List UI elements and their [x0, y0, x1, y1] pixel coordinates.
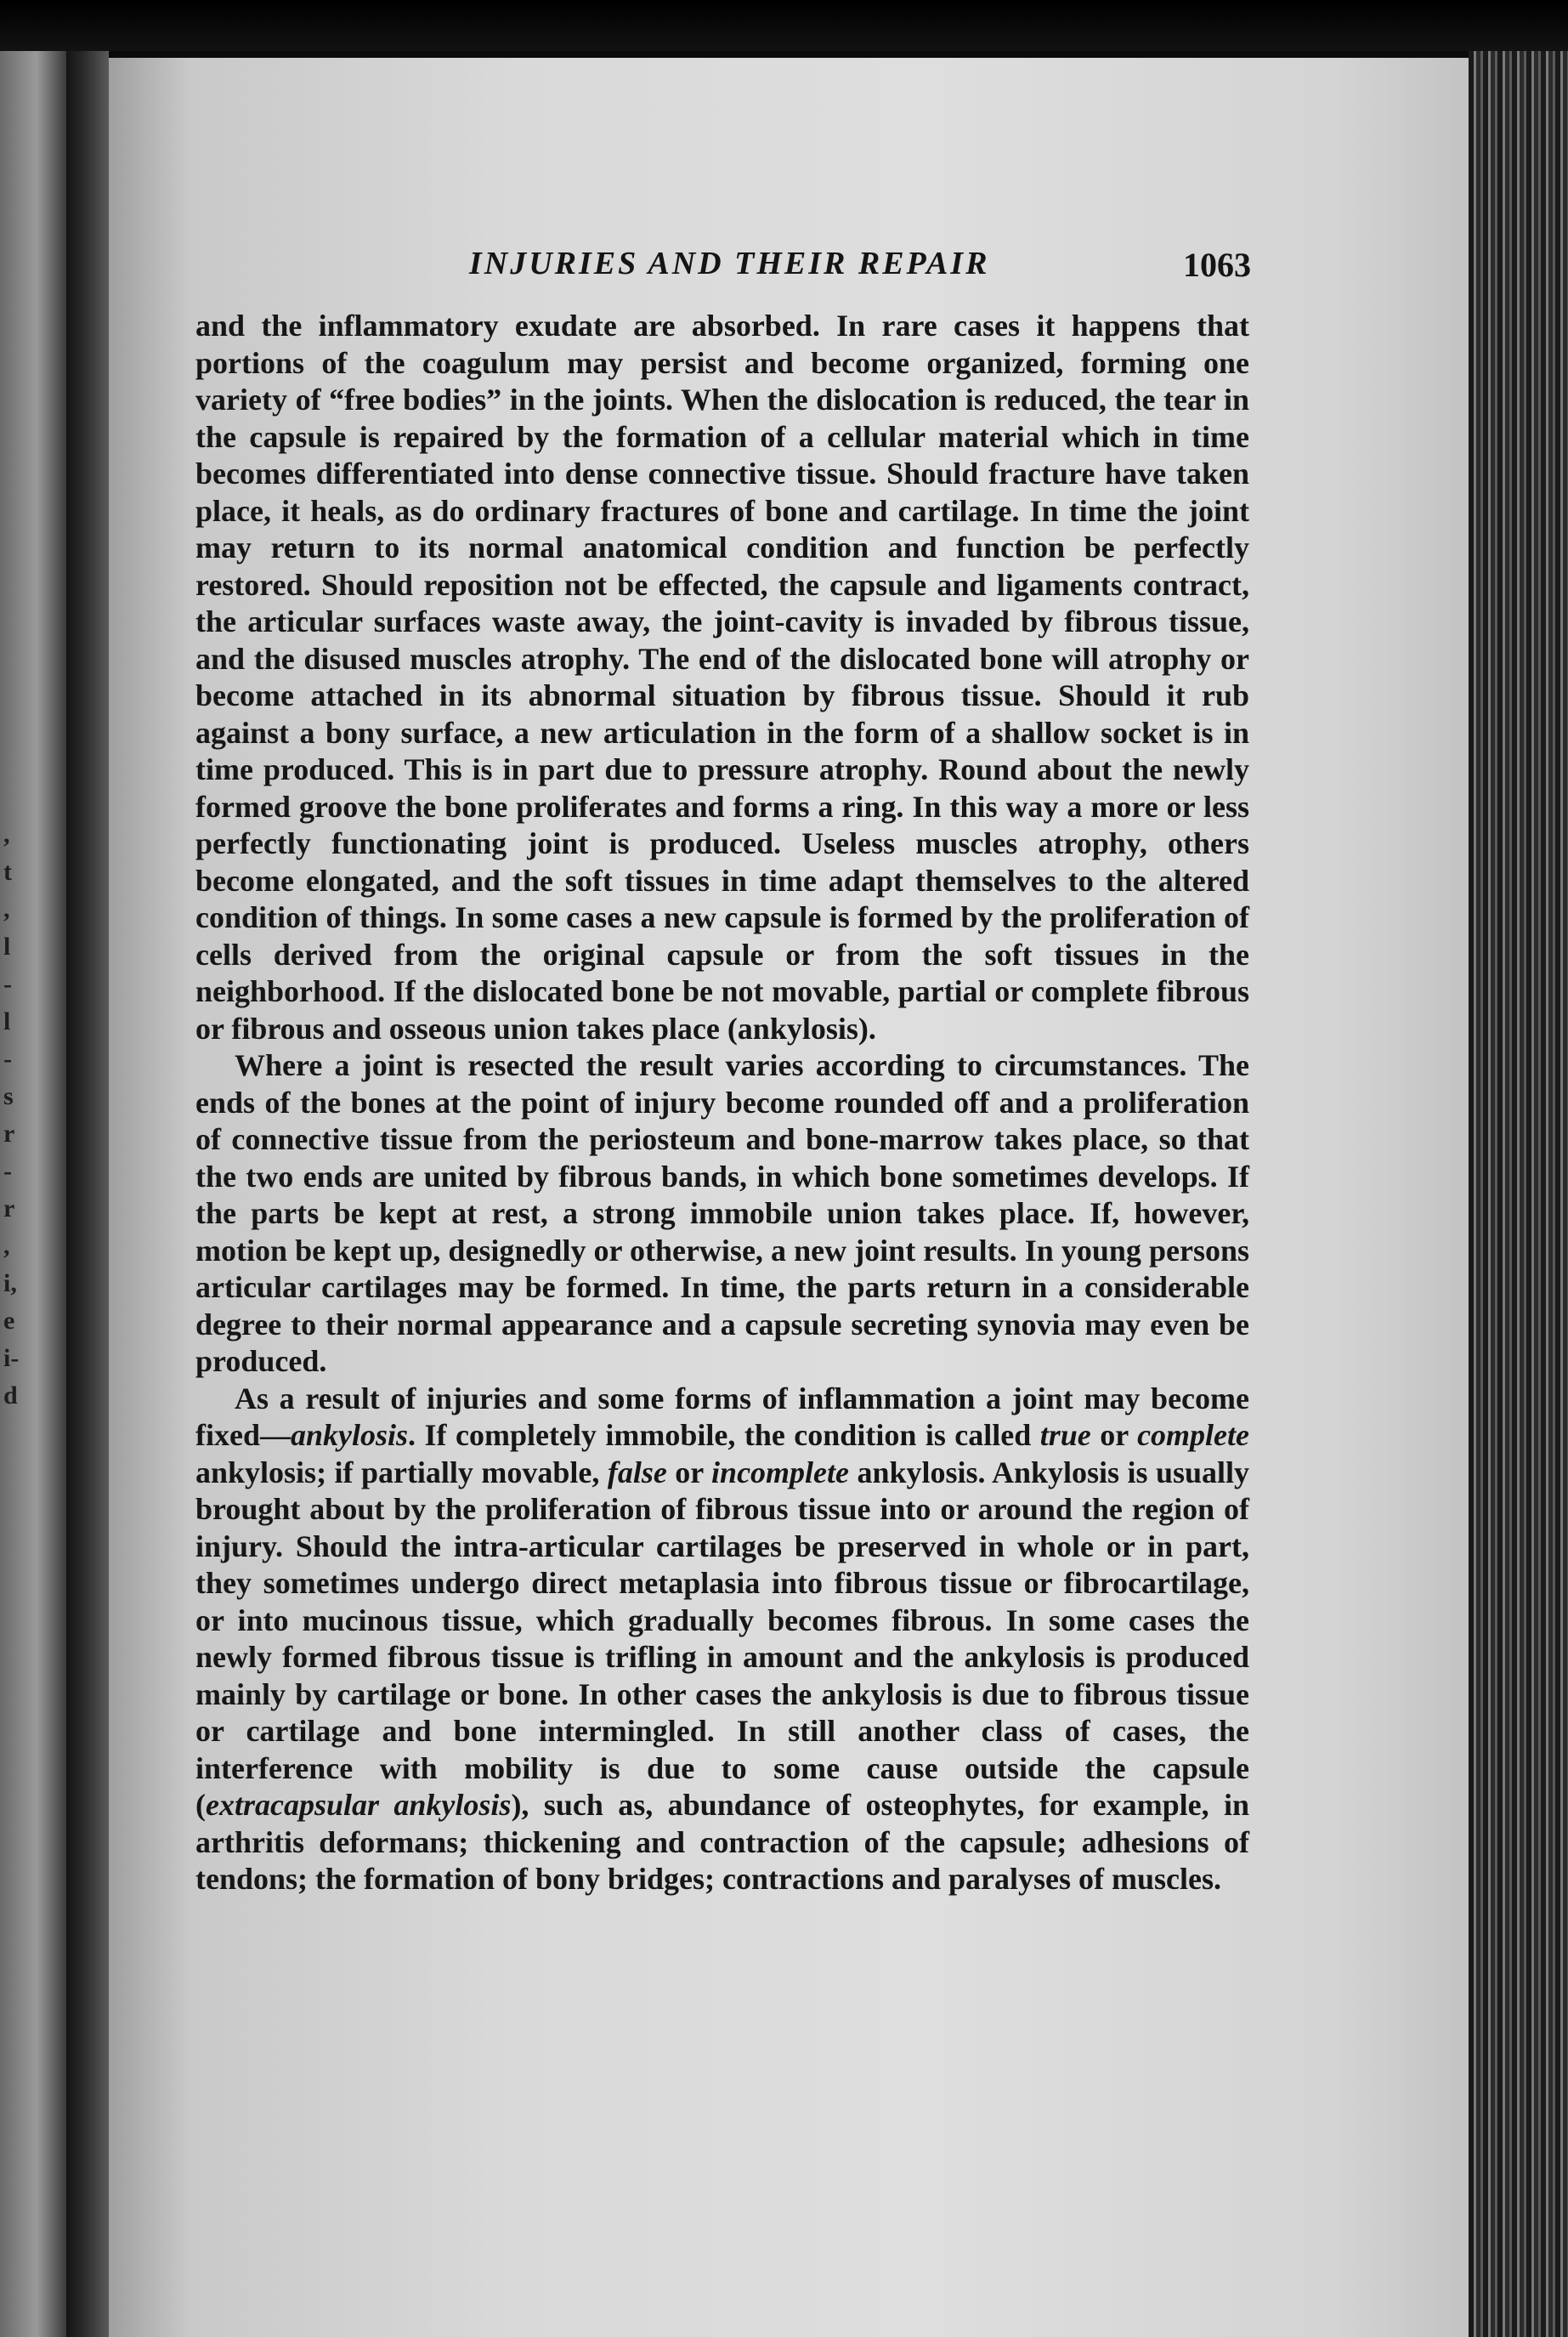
- fragment: -: [3, 970, 12, 998]
- body-text: [195, 308, 1249, 1898]
- fragment: t: [3, 858, 12, 886]
- scanner-top-band: [0, 0, 1568, 51]
- italic-term: extracapsular ankylosis: [206, 1788, 512, 1822]
- fragment: e: [3, 1307, 15, 1335]
- running-head: [197, 245, 1251, 287]
- italic-term: ankylosis: [291, 1418, 409, 1452]
- fragment: ,: [3, 1232, 10, 1260]
- running-title: INJURIES AND THEIR REPAIR: [469, 246, 990, 281]
- fragment: -: [3, 1045, 12, 1073]
- paragraph-2: Where a joint is resected the result varies according to circumstances. The ends of the bones at the point of injury become rounded off and a proliferation of connective tissue from the periosteum and bone-marrow takes place, so that the two ends are united by fibrous bands, in which bone sometimes develops. If the parts be kept at rest, a strong immobile union takes place. If, however, motion be kept up, designedly or otherwise, a new joint results. In young persons articular cartilages may be formed. In time, the parts return in a considerable degree to their normal appearance and a capsule secreting synovia may even be produced.: [195, 1048, 1249, 1378]
- fragment: l: [3, 933, 11, 961]
- fragment: -: [3, 1157, 12, 1185]
- fragment: ,: [3, 895, 10, 923]
- text-run: ankylosis. Ankylosis is usually brought about by the proliferation of fibrous tissue into or around the region of injury. Should the intra-articular cartilages be preserved in whole or in part, they sometimes undergo direct metaplasia into fibrous tissue or fibrocartilage, or into mucinous tissue, which gradually becomes fibrous. In some cases the newly formed fibrous tissue is trifling in amount and the ankylosis is produced mainly by cartilage or bone. In other cases the ankylosis is due to fibrous tissue or cartilage and bone intermingled. In still another class of cases, the interference with mobility is due to some cause outside the capsule (: [195, 1455, 1250, 1822]
- facing-page-fragments: [3, 816, 54, 1415]
- fragment: ,: [3, 820, 10, 848]
- text-run: or: [1090, 1418, 1138, 1452]
- text-run: ), such as, abundance of osteophytes, for example, in arthritis deformans; thickening and contraction of the capsule; adhesions of tendons; the formation of bony bridges; contractions and paralyses of muscles.: [195, 1788, 1249, 1896]
- fragment: d: [3, 1381, 18, 1410]
- paragraph-3: [195, 1381, 1249, 1898]
- text-run: . If completely immobile, the condition is called: [408, 1418, 1040, 1452]
- italic-term: incomplete: [711, 1455, 850, 1489]
- fragment: r: [3, 1120, 15, 1148]
- fragment: i-: [3, 1344, 20, 1372]
- fragment: l: [3, 1007, 11, 1035]
- italic-term: complete: [1137, 1418, 1250, 1452]
- page-stack-edge: [1469, 51, 1568, 2337]
- paragraph-1: and the inflammatory exudate are absorbed. In rare cases it happens that portions of the coagulum may persist and become organized, forming one variety of “free bodies” in the joints. When the dislocation is reduced, the tear in the capsule is repaired by the formation of a cellular material which in time becomes differentiated into dense connective tissue. Should fracture have taken place, it heals, as do ordinary fractures of bone and cartilage. In time the joint may return to its normal anatomical condition and function be perfectly restored. Should reposition not be effected, the capsule and ligaments contract, the articular surfaces waste away, the joint-cavity is invaded by fibrous tissue, and the disused muscles atrophy. The end of the dislocated bone will atrophy or become attached in its abnormal situation by fibrous tissue. Should it rub against a bony surface, a new articulation in the form of a shallow socket is in time produced. This is in part due to pressure atrophy. Round about the newly formed groove the bone proliferates and forms a ring. In this way a more or less perfectly functionating joint is produced. Useless muscles atrophy, others become elongated, and the soft tissues in time adapt themselves to the altered condition of things. In some cases a new capsule is formed by the proliferation of cells derived from the original capsule or from the soft tissues in the neighborhood. If the dislocated bone be not movable, partial or complete fibrous or fibrous and osseous union takes place (ankylosis).: [195, 309, 1249, 1046]
- fragment: i,: [3, 1269, 17, 1297]
- page-number: 1063: [1183, 246, 1251, 284]
- italic-term: false: [607, 1455, 667, 1489]
- fragment: r: [3, 1194, 15, 1222]
- fragment: s: [3, 1082, 14, 1110]
- text-run: ankylosis; if partially movable,: [195, 1455, 608, 1489]
- text-run: As a result of injuries and some forms of inflammation a joint may become fixed—: [195, 1381, 1249, 1452]
- book-gutter: [66, 51, 109, 2337]
- text-run: or: [666, 1455, 712, 1489]
- italic-term: true: [1039, 1418, 1091, 1452]
